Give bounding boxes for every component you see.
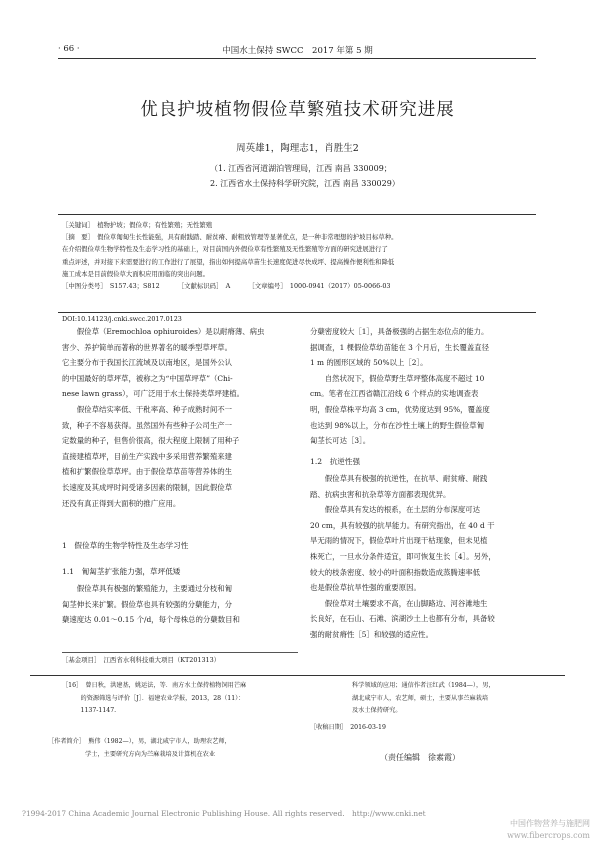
page-divider	[30, 675, 565, 676]
author-profile-continued	[352, 680, 552, 718]
body-line: 假俭草具有极强的抗逆性，在抗旱、耐贫瘠、耐践	[310, 474, 488, 483]
author-profile-line: 及水土保持研究。	[352, 707, 402, 714]
author-profile-line: ［作者简介］ 熊伟（1982—），男，湖北咸宁市人，助理农艺师，	[48, 738, 231, 745]
body-line: 踏、抗病虫害和抗杂草等方面都表现优异。	[310, 489, 451, 499]
abstract-line: 在介绍假俭草生物学特性及生态学习性的基础上，对目前国内外假俭草有性繁殖及无性繁殖等方面的研究进展进行了	[62, 245, 388, 254]
body-line: 蘖速度达 0.01～0.15 个/d，每个母株总的分蘖数目和	[62, 615, 240, 625]
body-line: 假俭草对土壤要求不高，在山脚路边、河谷滩地生	[310, 598, 488, 608]
body-line: 植和扩繁假俭草草坪。由于假俭草草苗等营养体的生	[62, 467, 232, 477]
abstract-line: ［摘 要］ 假俭草匍匐生长性能强，具有耐践踏、耐贫瘠、耐粗放管理等显著优点，是一种非常理想的护坡目标草种。	[62, 233, 398, 242]
editor-note: （责任编辑 徐素霞）	[380, 753, 460, 762]
body-line: 匐茎长可达［3］。	[310, 436, 371, 446]
reference-line: 的资源筛选与评价［J］．福建农业学报，2013，28（11）：	[62, 694, 245, 702]
watermark	[470, 818, 590, 842]
abstract-line: 施工成本是目前假俭草大面积应用面临的突出问题。	[62, 269, 209, 278]
author-profile-line: 学士，主要研究方向为苎麻栽培及计算机在农业	[48, 750, 216, 758]
body-line: 自然状况下，假俭草野生草坪整体高度不超过 10	[310, 373, 485, 383]
reference-line: ［16］ 曾日秋，洪建基，姚运法，等．南方水土保持植物饲用芒麻	[62, 682, 247, 689]
body-line: cm。笔者在江西省赣江沿线 6 个样点的实地调查表	[310, 389, 479, 399]
copyright-footer: ?1994-2017 China Academic Journal Electronic Publishing House. All rights reserved. http://www.cnki.net	[22, 809, 426, 818]
body-line: 直接建植草坪，目前生产实践中多采用营养繁殖来建	[62, 451, 232, 461]
body-line: 致，种子不容易获得。虽然国外有些种子公司生产一	[62, 420, 232, 430]
body-line: 也达到 98%以上，分布在沙性土壤上的野生假俭草匍	[310, 420, 484, 430]
body-line: 1 m 的圆形区域的 50%以上［2］。	[310, 358, 428, 368]
journal-header: 中国水土保持 SWCC 2017 年第 5 期	[222, 46, 373, 56]
reference-line: 1137-1147.	[62, 707, 117, 714]
section-1-1-heading: 1.1 匍匐茎扩张能力强，草坪低矮	[62, 567, 181, 576]
doi: DOI:10.14123/j.cnki.swcc.2017.0123	[62, 315, 182, 323]
affiliation-2: 2. 江西省水土保持科学研究院，江西 南昌 330029）	[210, 179, 400, 188]
body-line: 假俭草结实率低、干秕率高、种子成熟时间不一	[62, 404, 232, 414]
abstract-top-rule	[58, 214, 536, 215]
fund-note: ［基金项目］ 江西省水利科技重大项目（KT201313）	[62, 656, 221, 664]
body-line: 假俭草具有极强的繁殖能力，主要通过分枝和匍	[62, 584, 232, 593]
affiliation-1: （1. 江西省河道湖泊管理局，江西 南昌 330009；	[210, 164, 392, 173]
authors: 周英雄1，陶理志1，肖胜生2	[236, 143, 359, 154]
body-line: 强的耐贫瘠性［5］和较强的适应性。	[310, 629, 433, 639]
watermark-line: 中国作物营养与施肥网	[510, 819, 590, 828]
article-number: ［文章编号］ 1000-0941（2017）05-0066-03	[248, 282, 391, 291]
body-line: 长速度及其成坪时间受诸多因素的限制，因此假俭草	[62, 482, 232, 492]
body-line: 还没有真正得到大面积的推广应用。	[62, 498, 181, 508]
body-line: 假俭草具有发达的根系，在土层的分布深度可达	[310, 505, 480, 515]
body-line: 也是假俭草抗旱性强的重要原因。	[310, 583, 421, 593]
body-line: 害少、养护简单而著称的世界著名的暖季型草坪草。	[62, 342, 232, 352]
clc-code: ［中图分类号］ S157.43；S812	[62, 282, 160, 291]
paper-title: 优良护坡植物假俭草繁殖技术研究进展	[140, 100, 455, 120]
left-column-2	[62, 581, 298, 628]
header-rule	[58, 58, 536, 59]
fund-rule	[62, 652, 298, 653]
body-line: 旱无雨的情况下，假俭草叶片出现干枯现象，但未见植	[310, 536, 488, 546]
reference-list	[62, 680, 298, 718]
body-line: 据调查，1 棵假俭草幼苗能在 3 个月后，生长覆盖直径	[310, 342, 490, 352]
received-date: ［收稿日期］ 2016-03-19	[310, 724, 386, 731]
author-profile	[48, 736, 303, 761]
section-1-heading: 1 假俭草的生物学特性及生态学习性	[62, 541, 189, 550]
right-column	[310, 324, 540, 449]
body-line: 匐茎伸长来扩繁。假俭草也具有较强的分蘖能力，分	[62, 599, 232, 609]
body-line: 长良好，在石山、石滩、滨湖沙土上也都有分布，具备较	[310, 614, 495, 624]
watermark-line: www.fibercrops.com	[507, 831, 590, 840]
body-line: 假俭草（Eremochloa ophiuroides）是以耐瘠薄、病虫	[62, 327, 265, 336]
body-line: 定数量的种子，但售价很高，很大程度上限制了用种子	[62, 436, 240, 446]
right-column-2	[310, 471, 540, 643]
keywords: ［关键词］ 植物护坡；假俭草；有性繁殖；无性繁殖	[62, 221, 213, 229]
body-line: 株死亡，一旦水分条件适宜，即可恢复生长［4］。另外，	[310, 551, 496, 561]
abstract-box	[62, 219, 534, 292]
author-profile-line: 湖北咸宁市人，农艺师，硕士，主要从事苎麻栽培	[352, 694, 489, 702]
body-line: 明，假俭草株平均高 3 cm，优势度达到 95%，覆盖度	[310, 404, 490, 414]
body-line: 20 cm，具有较强的抗旱能力。有研究指出，在 40 d 干	[310, 520, 495, 530]
author-profile-line: 科学领域的应用；通信作者汪红武（1984—），男，	[352, 682, 495, 689]
doc-code: ［文献标识码］ A	[177, 282, 231, 291]
body-line: 的中国最好的草坪草，被称之为“中国草坪草”（Chi-	[62, 373, 233, 383]
body-line: 它主要分布于我国长江流域及以南地区，是国外公认	[62, 358, 232, 368]
body-line: nese lawn grass），可广泛用于水土保持类草坪建植。	[62, 389, 245, 399]
abstract-line: 重点评述，并对接下来需要进行的工作进行了展望，指出如何提高草苗生长速度促进尽快成坪、提高操作便利性和降低	[62, 257, 395, 266]
page-number: · 66 ·	[58, 44, 80, 54]
body-line: 分蘖密度较大［1］，具备极强的占据生态位点的能力。	[310, 327, 489, 336]
section-1-2-heading: 1.2 抗逆性强	[310, 457, 361, 466]
body-line: 较大的枝条密度、较小的叶面积指数造成蒸腾速率低	[310, 567, 480, 577]
left-column	[62, 324, 298, 511]
